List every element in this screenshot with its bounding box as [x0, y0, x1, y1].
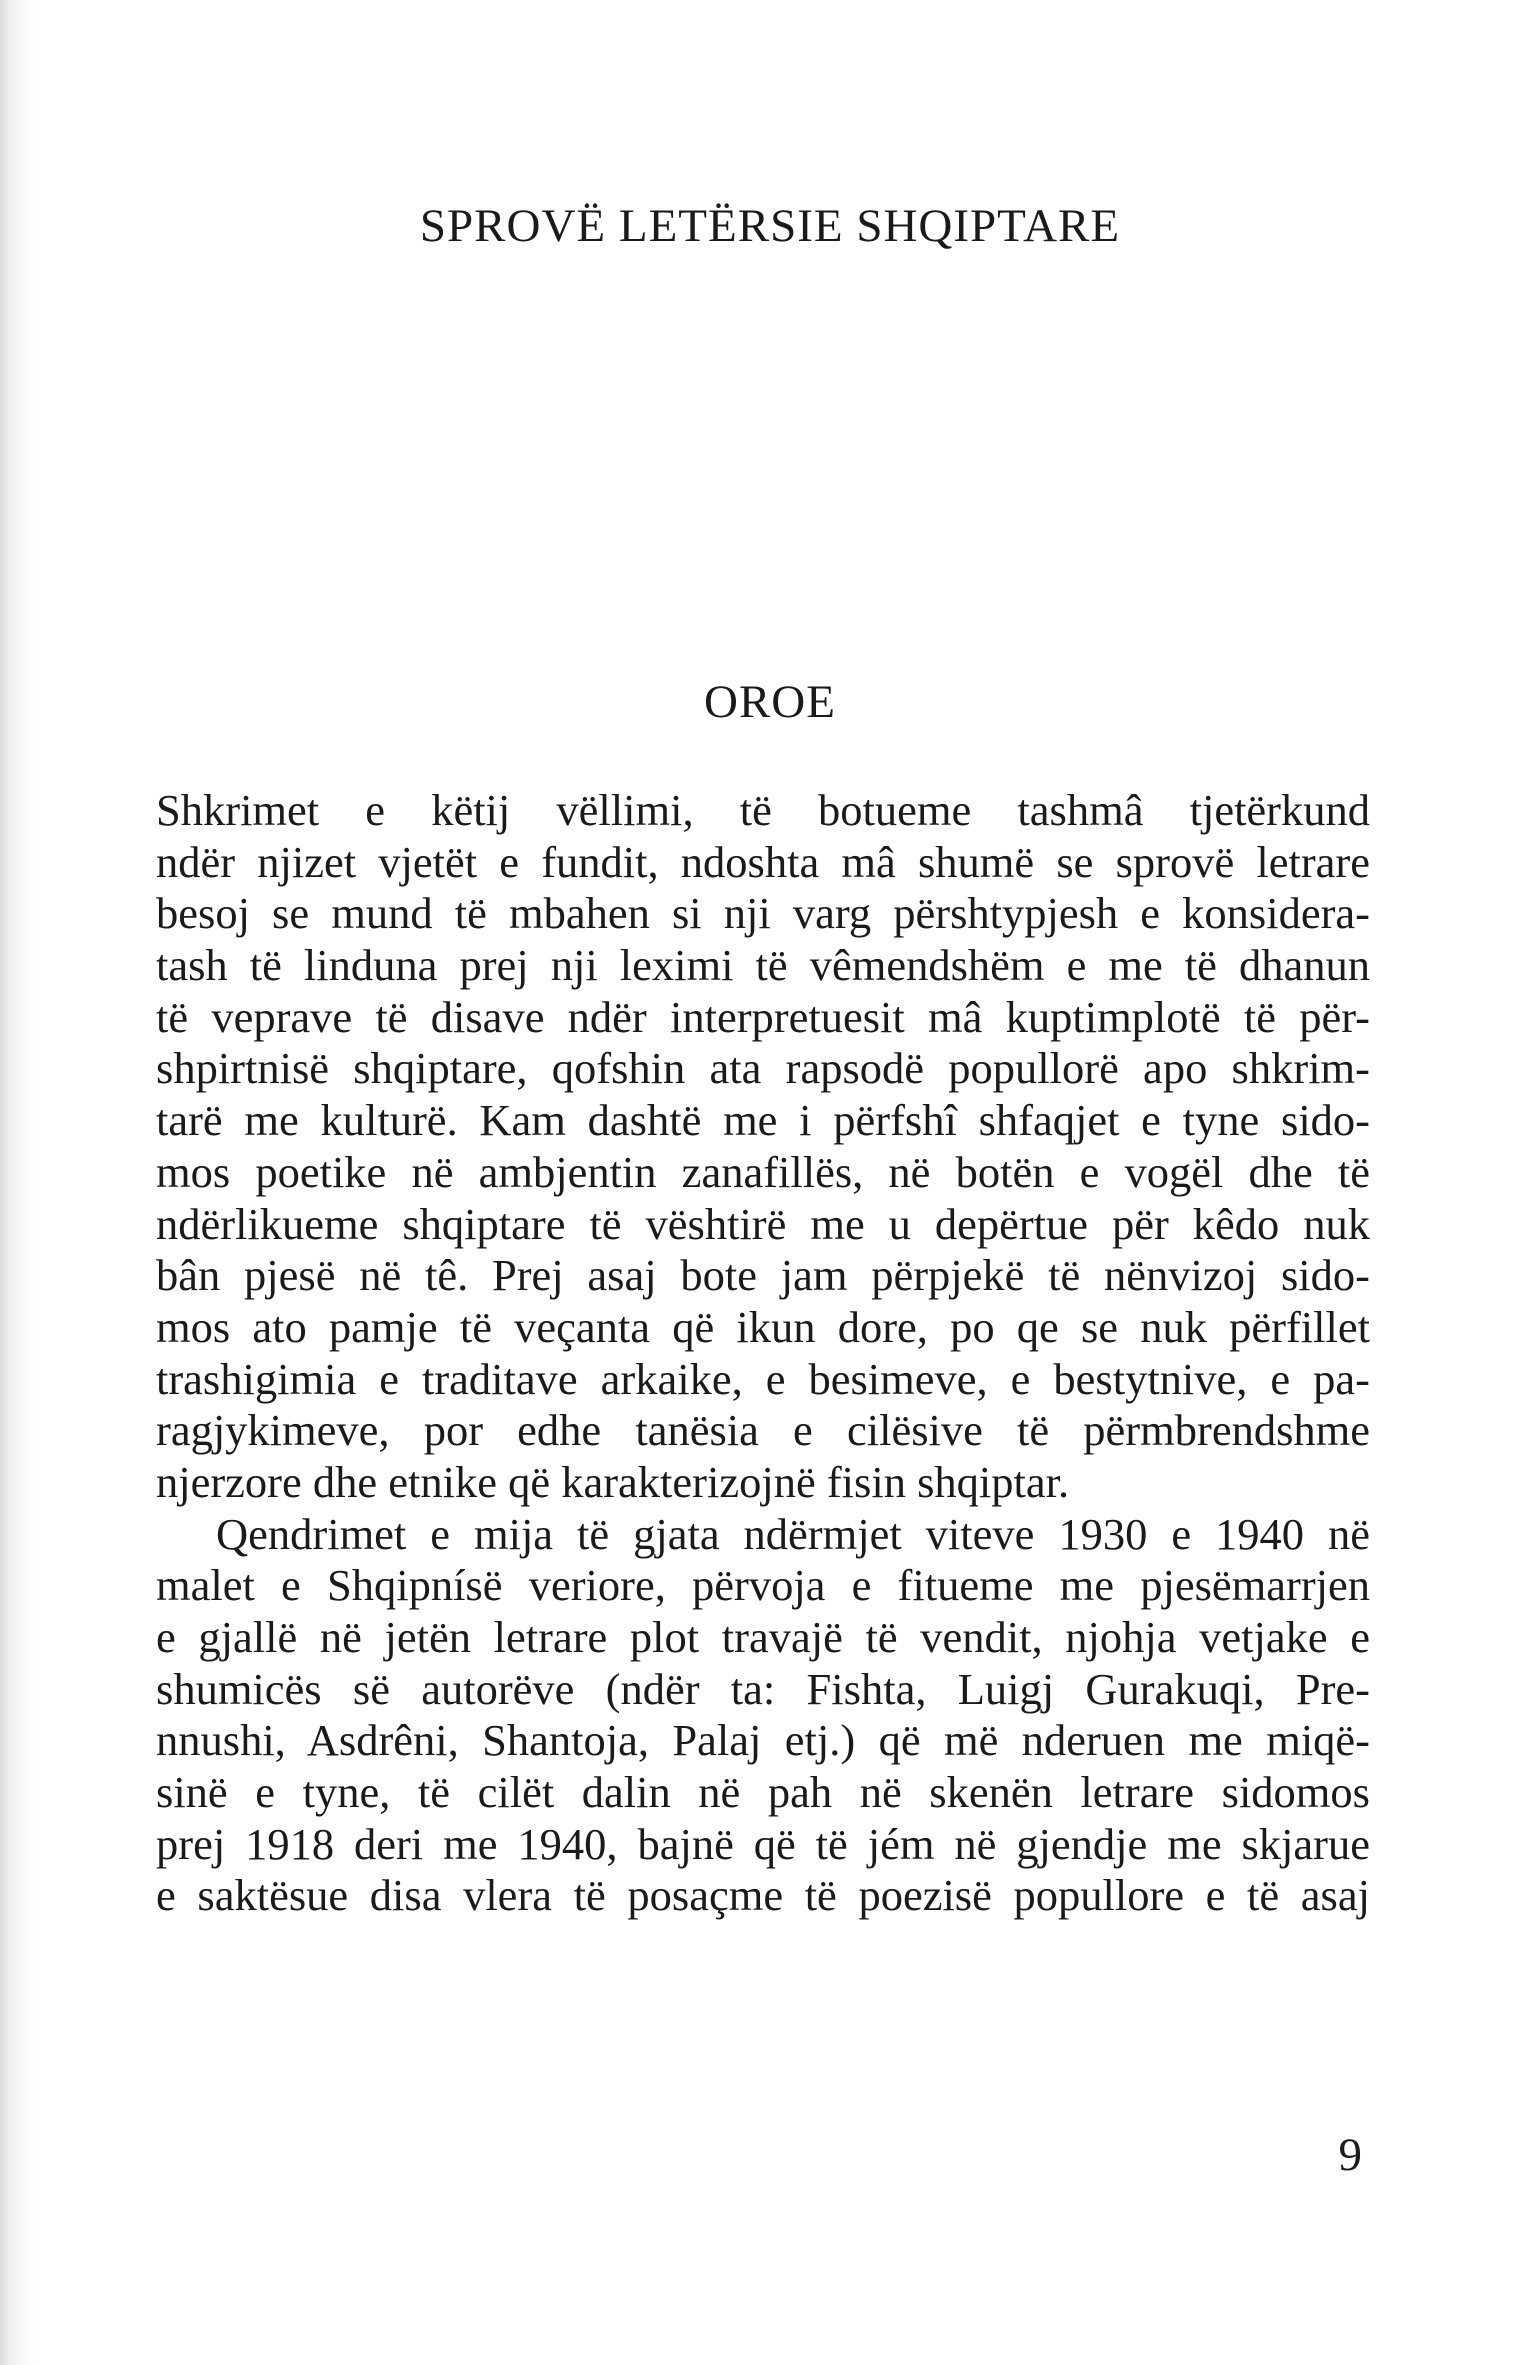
- text-line: nnushi, Asdrêni, Shantoja, Palaj etj.) që më nderuen me miqë-: [156, 1715, 1370, 1766]
- text-line: bân pjesë në tê. Prej asaj bote jam përpjekë të nënvizoj sido-: [156, 1250, 1370, 1301]
- text-line: ndërlikueme shqiptare të vështirë me u depërtue për kêdo nuk: [156, 1198, 1370, 1249]
- text-line: Shkrimet e këtij vëllimi, të botueme tashmâ tjetërkund: [156, 785, 1370, 835]
- text-line: besoj se mund të mbahen si nji varg përshtypjesh e konsidera-: [156, 888, 1370, 939]
- body-text: [156, 785, 1370, 1922]
- page-number: 9: [1338, 2129, 1362, 2181]
- text-line: malet e Shqipnísë veriore, përvoja e fitueme me pjesëmarrjen: [156, 1560, 1370, 1611]
- scan-edge-shadow: [0, 0, 34, 2365]
- text-line: ndër njizet vjetët e fundit, ndoshta mâ shumë se sprovë letrare: [156, 836, 1370, 887]
- text-line: mos poetike në ambjentin zanafillës, në botën e vogël dhe të: [156, 1146, 1370, 1197]
- text-line: prej 1918 deri me 1940, bajnë që të jém në gjendje me skjarue: [156, 1818, 1370, 1869]
- text-line: shpirtnisë shqiptare, qofshin ata rapsodë popullorë apo shkrim-: [156, 1043, 1370, 1094]
- running-head: SPROVË LETËRSIE SHQIPTARE: [419, 200, 1121, 252]
- text-line: shumicës së autorëve (ndër ta: Fishta, Luigj Gurakuqi, Pre-: [156, 1663, 1370, 1714]
- paragraph-1: [156, 785, 1370, 1509]
- text-line: Qendrimet e mija të gjata ndërmjet viteve 1930 e 1940 në: [216, 1508, 1370, 1559]
- text-line: të veprave të disave ndër interpretuesit mâ kuptimplotë të për-: [156, 991, 1370, 1042]
- paragraph-2: [156, 1509, 1370, 1923]
- text-line: tash të linduna prej nji leximi të vêmendshëm e me të dhanun: [156, 940, 1370, 991]
- text-line: tarë me kulturë. Kam dashtë me i përfshî shfaqjet e tyne sido-: [156, 1095, 1370, 1146]
- text-line: ragjykimeve, por edhe tanësia e cilësive të përmbrendshme: [156, 1405, 1370, 1456]
- chapter-title: OROE: [704, 676, 836, 728]
- text-line: trashigimia e traditave arkaike, e besimeve, e bestytnive, e pa-: [156, 1353, 1370, 1404]
- text-line: sinë e tyne, të cilët dalin në pah në skenën letrare sidomos: [156, 1767, 1370, 1818]
- text-line: mos ato pamje të veçanta që ikun dore, po qe se nuk përfillet: [156, 1301, 1370, 1352]
- text-line: njerzore dhe etnike që karakterizojnë fisin shqiptar.: [156, 1456, 1070, 1507]
- text-line: e gjallë në jetën letrare plot travajë të vendit, njohja vetjake e: [156, 1612, 1370, 1662]
- text-line: e saktësue disa vlera të posaçme të poezisë popullore e të asaj: [156, 1870, 1370, 1921]
